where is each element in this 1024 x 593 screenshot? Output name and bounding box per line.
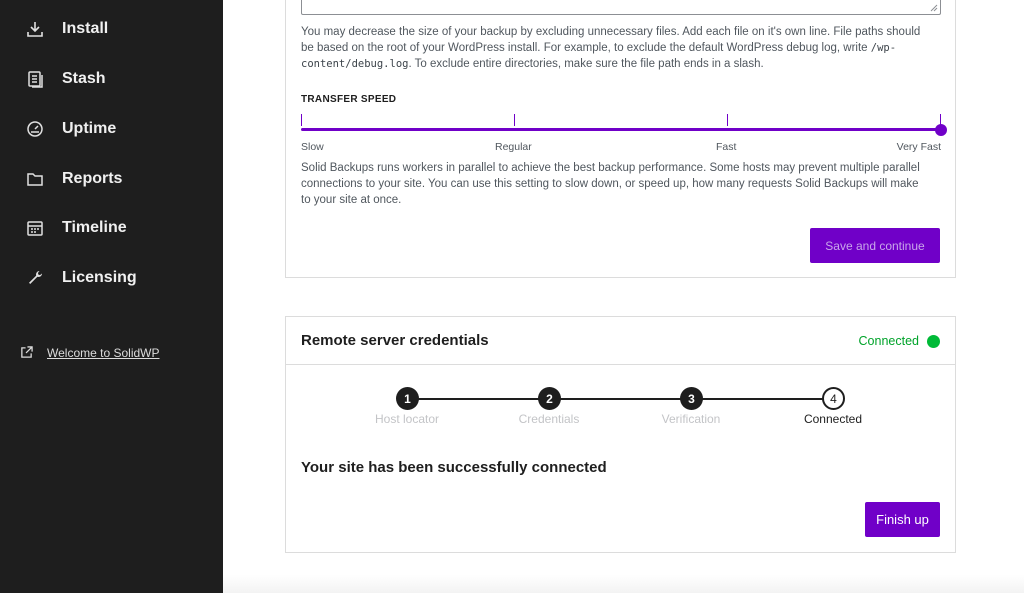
stash-icon (24, 68, 46, 90)
remote-credentials-card (285, 316, 956, 553)
folder-icon (24, 168, 46, 190)
step-2-circle: 2 (538, 387, 561, 410)
step-3-circle: 3 (680, 387, 703, 410)
step-1-circle: 1 (396, 387, 419, 410)
sidebar (0, 0, 223, 593)
sidebar-item-label: Uptime (62, 120, 117, 137)
transfer-speed-label: TRANSFER SPEED (301, 94, 397, 105)
slider-label-slow: Slow (301, 141, 324, 153)
download-icon (24, 18, 46, 40)
calendar-icon (24, 217, 46, 239)
status-text: Connected (858, 334, 919, 348)
step-4-label: Connected (803, 412, 863, 426)
status-dot-icon (927, 335, 940, 348)
slider-tick (301, 114, 302, 126)
sidebar-item-label: Reports (62, 170, 123, 187)
step-4-circle: 4 (822, 387, 845, 410)
finish-up-button[interactable]: Finish up (865, 502, 940, 537)
save-and-continue-button[interactable]: Save and continue (810, 228, 940, 263)
step-1-label: Host locator (374, 412, 440, 426)
slider-label-very-fast: Very Fast (896, 141, 941, 153)
sidebar-item-label: Licensing (62, 269, 137, 286)
wrench-icon (24, 267, 46, 289)
main-content (223, 0, 1024, 593)
success-message: Your site has been successfully connected (301, 459, 607, 476)
exclusions-help-code: /wp-content/debug.log (301, 42, 897, 70)
slider-labels (301, 141, 941, 153)
card-title: Remote server credentials (301, 332, 489, 349)
exclusions-help (301, 24, 926, 72)
exclusions-help-suffix: . To exclude entire directories, make sure the file path ends in a slash. (408, 58, 764, 70)
slider-track[interactable] (301, 128, 941, 131)
welcome-link-label: Welcome to SolidWP (47, 346, 160, 360)
transfer-speed-help: Solid Backups runs workers in parallel to achieve the best backup performance. Some hosts may prevent multiple parallel connections to your site. You can use this setting to slow down, or speed up, how many requests Solid Backups will make to your site at once. (301, 162, 920, 206)
sidebar-item-uptime[interactable] (24, 114, 116, 144)
transfer-speed-slider[interactable] (301, 111, 941, 141)
stepper-line (408, 398, 834, 400)
sidebar-item-stash[interactable] (24, 64, 106, 94)
slider-thumb[interactable] (935, 124, 947, 136)
welcome-link[interactable] (20, 346, 159, 360)
exclusions-help-text: You may decrease the size of your backup by excluding unnecessary files. Add each file on it's own line. File paths should be based on the root of your WordPress install. For example, to exclude the default WordPress debug log, write (301, 26, 921, 54)
resize-grip-icon[interactable] (930, 4, 938, 12)
sidebar-item-timeline[interactable] (24, 213, 127, 243)
card-header (286, 317, 955, 365)
gauge-icon (24, 118, 46, 140)
step-2-label: Credentials (518, 412, 580, 426)
external-link-icon (20, 346, 34, 360)
sidebar-item-label: Stash (62, 70, 106, 87)
sidebar-item-licensing[interactable] (24, 263, 137, 293)
connection-status (859, 334, 940, 348)
sidebar-item-label: Install (62, 20, 109, 37)
slider-label-fast: Fast (716, 141, 737, 153)
slider-label-regular: Regular (495, 141, 532, 153)
bottom-fade (223, 575, 1024, 593)
slider-tick (727, 114, 728, 126)
step-3-label: Verification (661, 412, 721, 426)
sidebar-item-install[interactable] (24, 14, 108, 44)
slider-tick (514, 114, 515, 126)
exclusions-textarea[interactable] (301, 0, 941, 15)
progress-stepper (286, 387, 957, 437)
sidebar-item-reports[interactable] (24, 164, 122, 194)
settings-card (285, 0, 956, 278)
sidebar-item-label: Timeline (62, 219, 127, 236)
